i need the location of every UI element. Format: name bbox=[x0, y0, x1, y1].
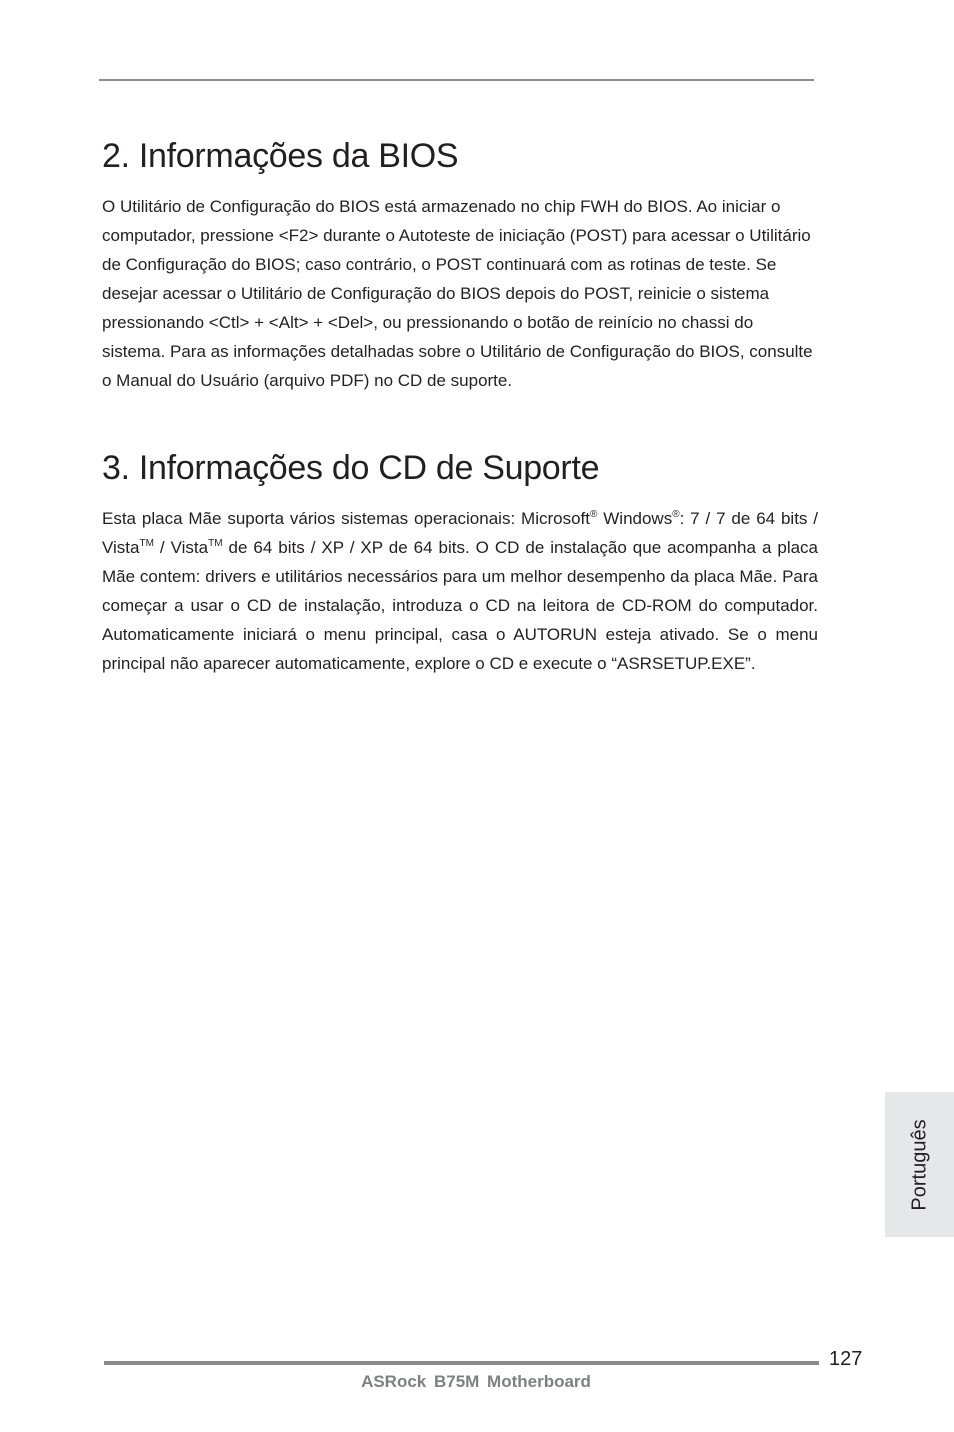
footer-divider bbox=[104, 1361, 819, 1365]
top-divider bbox=[99, 79, 814, 81]
bios-paragraph: O Utilitário de Configuração do BIOS está armazenado no chip FWH do BIOS. Ao iniciar o computador, pressione <F2> durante o Autoteste de iniciação (POST) para acessar o Utilitário de Configuração do BIOS; caso contrário, o POST continuará com as rotinas de teste. Se desejar acessar o Utilitário de Configuração do BIOS depois do POST, reinicie o sistema pressionando <Ctl> + <Alt> + <Del>, ou pressionando o botão de reinício no chassi do sistema. Para as informações detalhadas sobre o Utilitário de Configuração do BIOS, consulte o Manual do Usuário (arquivo PDF) no CD de suporte. bbox=[102, 197, 813, 390]
trademark-mark-2: TM bbox=[208, 538, 223, 549]
cd-text-part5: de 64 bits / XP / XP de 64 bits. O CD de instalação que acompanha a placa Mãe contem: drivers e utilitários necessários para um melhor desempenho da placa Mãe. Para começar a usar o CD de instalação, introduza o CD na leitora de CD-ROM do computador. Automaticamente iniciará o menu principal, casa o AUTORUN esteja ativado. Se o menu principal não aparecer automaticamente, explore o CD e execute o “ASRSETUP.EXE”. bbox=[102, 538, 819, 673]
cd-text-part3: : 7 / 7 de 64 bits / Vista bbox=[102, 509, 819, 557]
registered-mark-2: ® bbox=[672, 509, 680, 520]
support-cd-heading: 3. Informações do CD de Suporte bbox=[102, 449, 600, 487]
bios-section bbox=[102, 132, 818, 395]
footer-title bbox=[0, 1372, 954, 1392]
footer-title-text: ASRock B75M Motherboard bbox=[361, 1372, 591, 1391]
registered-mark: ® bbox=[590, 509, 598, 520]
language-side-tab bbox=[885, 1092, 954, 1237]
support-cd-paragraph bbox=[102, 504, 818, 678]
cd-text-part2: Windows bbox=[597, 509, 673, 528]
trademark-mark: TM bbox=[139, 538, 154, 549]
support-cd-section bbox=[102, 444, 818, 678]
cd-text-part4: / Vista bbox=[153, 538, 209, 557]
language-label: Português bbox=[908, 1118, 930, 1211]
page-number: 127 bbox=[829, 1348, 863, 1370]
bios-heading: 2. Informações da BIOS bbox=[102, 137, 459, 175]
cd-text-part1: Esta placa Mãe suporta vários sistemas operacionais: Microsoft bbox=[102, 509, 590, 528]
